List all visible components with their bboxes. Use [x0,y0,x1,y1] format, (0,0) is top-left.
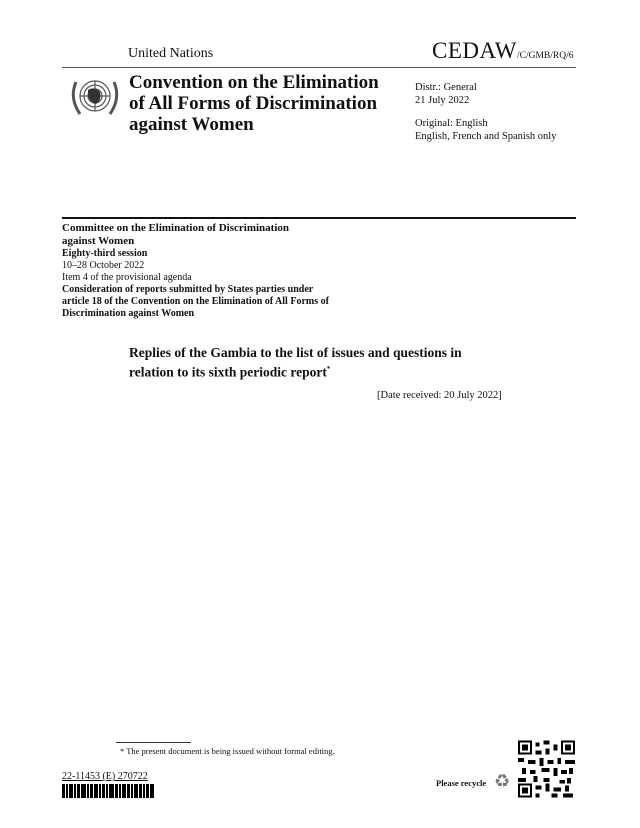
distribution-date: 21 July 2022 [415,94,470,106]
barcode-icon [62,784,162,798]
title-line: against Women [129,114,254,135]
session: Eighty-third session [62,248,148,259]
consideration-text: Consideration of reports submitted by States parties under [62,284,314,295]
qr-code-icon [518,740,575,798]
organization-name: United Nations [128,46,214,61]
document-symbol [432,38,573,64]
job-number: 22-11453 (E) 270722 [62,771,148,782]
footnote-marker[interactable]: * [326,365,331,373]
section-divider [62,217,576,219]
consideration-text: article 18 of the Convention on the Elimination of All Forms of [62,296,329,307]
footnote-divider [116,742,191,743]
committee-name: Committee on the Elimination of Discrimination [62,222,290,234]
recycle-icon: ♻ [494,771,511,791]
committee-block [62,222,382,320]
languages: English, French and Spanish only [415,130,557,142]
convention-title [129,72,409,135]
document-title [129,345,519,381]
document-title-line: relation to its sixth periodic report [129,364,327,380]
language-block [415,118,556,143]
document-title-line: Replies of the Gambia to the list of issues and questions in [129,345,462,360]
title-line: of All Forms of Discrimination [129,93,378,114]
un-emblem-icon [66,72,124,122]
header-divider [62,67,576,68]
date-received: [Date received: 20 July 2022] [377,390,502,401]
symbol-main: CEDAW [432,38,517,63]
committee-name: against Women [62,235,135,247]
agenda-item: Item 4 of the provisional agenda [62,272,192,283]
distribution-type: Distr.: General [415,82,477,93]
recycle-label: Please recycle [436,778,487,788]
distribution-block [415,82,477,107]
footnote: * The present document is being issued without formal editing. [120,746,335,756]
title-line: Convention on the Elimination [129,72,379,93]
symbol-suffix: /C/GMB/RQ/6 [516,51,574,61]
consideration-text: Discrimination against Women [62,308,195,319]
session-dates: 10–28 October 2022 [62,260,145,271]
original-language: Original: English [415,118,488,129]
